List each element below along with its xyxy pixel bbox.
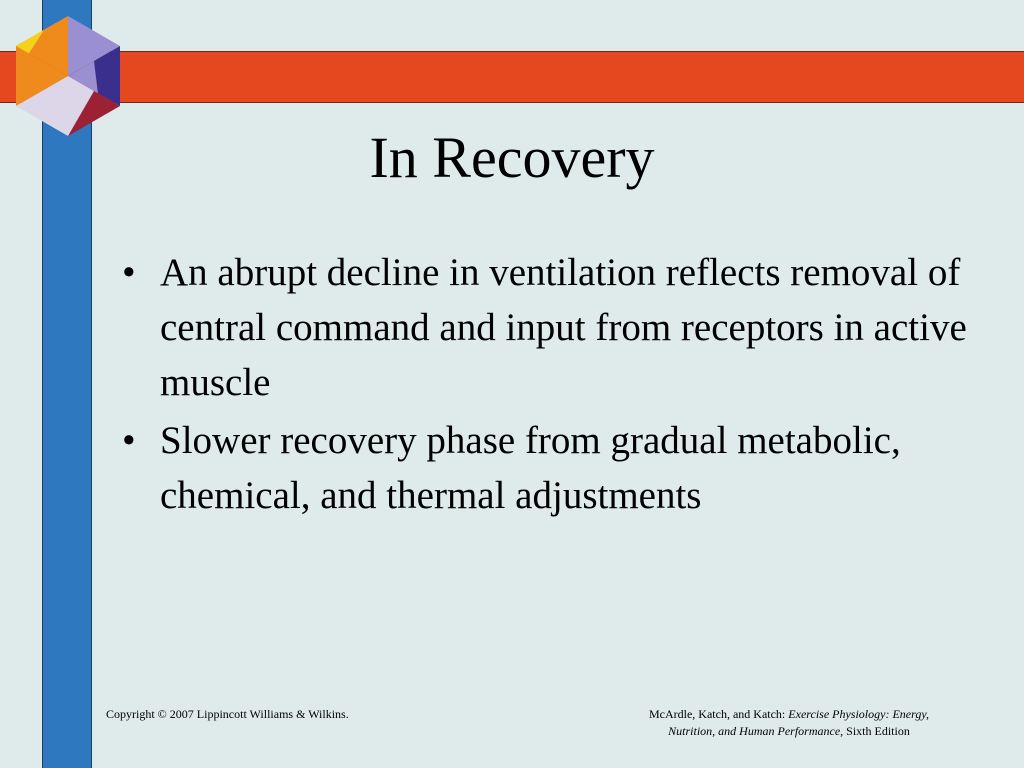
horizontal-accent-bar (0, 51, 1024, 103)
footer-edition: Sixth Edition (846, 724, 910, 738)
bullet-marker: • (122, 251, 136, 294)
footer-citation (600, 706, 978, 740)
bullet-item (122, 245, 992, 410)
slide-title: In Recovery (369, 125, 655, 190)
bullet-marker: • (122, 419, 136, 462)
bullet-text: Slower recovery phase from gradual metabolic, chemical, and thermal adjustments (160, 419, 901, 517)
footer-book-title-line1: Exercise Physiology: Energy, (788, 707, 930, 721)
footer-authors: McArdle, Katch, and Katch: (648, 707, 786, 721)
footer-book-title-line2: Nutrition, and Human Performance, (668, 724, 844, 738)
bullet-list (122, 245, 992, 526)
bullet-text: An abrupt decline in ventilation reflects removal of central command and input from receptors in active muscle (160, 251, 967, 404)
bullet-item (122, 413, 992, 523)
footer-copyright: Copyright © 2007 Lippincott Williams & Wilkins. (106, 707, 349, 721)
